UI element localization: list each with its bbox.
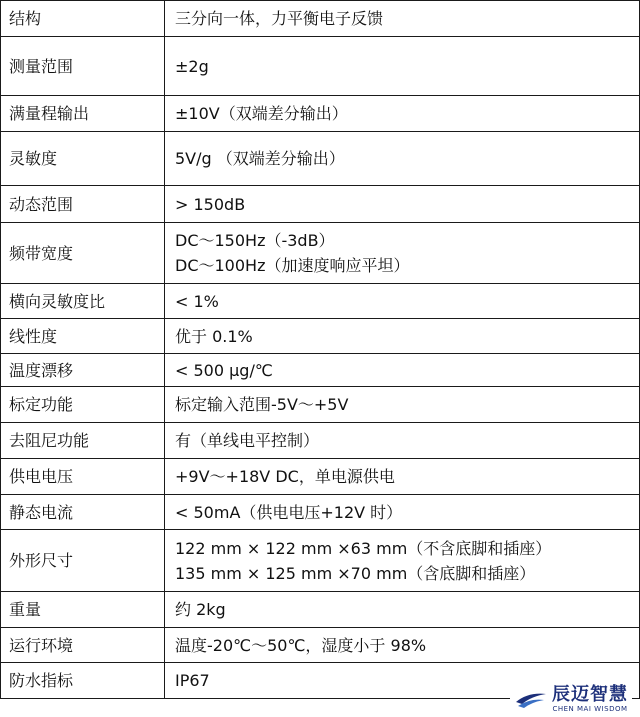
spec-label: 静态电流 bbox=[1, 495, 165, 530]
brand-name-en: CHEN MAI WISDOM bbox=[552, 705, 628, 713]
spec-label: 重量 bbox=[1, 592, 165, 628]
spec-value-line: ±10V（双端差分输出） bbox=[175, 104, 348, 123]
spec-value-line: < 50mA（供电电压+12V 时） bbox=[175, 502, 403, 522]
brand-name-cn: 辰迈智慧 bbox=[552, 684, 628, 705]
spec-value bbox=[165, 132, 640, 186]
spec-value bbox=[165, 592, 640, 628]
spec-row bbox=[1, 592, 640, 628]
spec-row bbox=[1, 530, 640, 592]
spec-row bbox=[1, 354, 640, 387]
spec-value-line: < 500 μg/℃ bbox=[175, 360, 273, 380]
spec-row bbox=[1, 495, 640, 530]
brand-logo bbox=[510, 683, 632, 715]
spec-label: 满量程输出 bbox=[1, 96, 165, 132]
spec-label: 线性度 bbox=[1, 319, 165, 354]
spec-value bbox=[165, 319, 640, 354]
spec-label: 防水指标 bbox=[1, 663, 165, 699]
spec-value bbox=[165, 387, 640, 423]
spec-value bbox=[165, 223, 640, 284]
spec-value bbox=[165, 96, 640, 132]
spec-value-line: 标定输入范围-5V～+5V bbox=[175, 395, 349, 414]
spec-value bbox=[165, 354, 640, 387]
spec-value-line: 约 2kg bbox=[175, 600, 226, 619]
spec-table-body bbox=[1, 1, 640, 699]
spec-value bbox=[165, 495, 640, 530]
brand-logo-text bbox=[552, 685, 628, 713]
spec-value bbox=[165, 423, 640, 459]
spec-value-line: 5V/g （双端差分输出） bbox=[175, 149, 345, 168]
spec-label: 横向灵敏度比 bbox=[1, 284, 165, 319]
spec-label: 标定功能 bbox=[1, 387, 165, 423]
spec-label: 温度漂移 bbox=[1, 354, 165, 387]
spec-value bbox=[165, 530, 640, 592]
spec-row bbox=[1, 387, 640, 423]
spec-label: 供电电压 bbox=[1, 459, 165, 495]
spec-label: 动态范围 bbox=[1, 186, 165, 223]
spec-row bbox=[1, 96, 640, 132]
spec-label: 结构 bbox=[1, 1, 165, 37]
spec-value bbox=[165, 186, 640, 223]
spec-value-line: DC～100Hz（加速度响应平坦） bbox=[175, 256, 410, 275]
spec-value-line: 温度-20℃～50℃，湿度小于 98% bbox=[175, 635, 427, 655]
spec-value-line: > 150dB bbox=[175, 194, 246, 214]
spec-value bbox=[165, 1, 640, 37]
spec-row bbox=[1, 628, 640, 663]
spec-row bbox=[1, 284, 640, 319]
spec-value-line: 优于 0.1% bbox=[175, 326, 253, 346]
spec-label: 灵敏度 bbox=[1, 132, 165, 186]
spec-value-line: 122 mm × 122 mm ×63 mm（不含底脚和插座） bbox=[175, 538, 552, 558]
spec-value bbox=[165, 459, 640, 495]
spec-label: 频带宽度 bbox=[1, 223, 165, 284]
spec-value-line: < 1% bbox=[175, 291, 219, 311]
spec-row bbox=[1, 423, 640, 459]
spec-row bbox=[1, 459, 640, 495]
spec-value-line: 有（单线电平控制） bbox=[175, 431, 320, 450]
spec-value-line: IP67 bbox=[175, 671, 210, 690]
brand-logo-icon bbox=[514, 688, 548, 710]
spec-value-line: 135 mm × 125 mm ×70 mm（含底脚和插座） bbox=[175, 563, 536, 583]
spec-value bbox=[165, 628, 640, 663]
spec-value-line: 三分向一体，力平衡电子反馈 bbox=[175, 9, 384, 28]
spec-row bbox=[1, 132, 640, 186]
spec-row bbox=[1, 223, 640, 284]
spec-value-line: ±2g bbox=[175, 56, 209, 76]
spec-row bbox=[1, 319, 640, 354]
spec-value-line: DC～150Hz（-3dB） bbox=[175, 231, 335, 250]
spec-label: 测量范围 bbox=[1, 37, 165, 96]
spec-label: 运行环境 bbox=[1, 628, 165, 663]
spec-row bbox=[1, 1, 640, 37]
spec-row bbox=[1, 186, 640, 223]
spec-value bbox=[165, 37, 640, 96]
spec-value bbox=[165, 284, 640, 319]
spec-label: 去阻尼功能 bbox=[1, 423, 165, 459]
spec-value-line: +9V～+18V DC，单电源供电 bbox=[175, 467, 395, 486]
spec-label: 外形尺寸 bbox=[1, 530, 165, 592]
spec-row bbox=[1, 37, 640, 96]
